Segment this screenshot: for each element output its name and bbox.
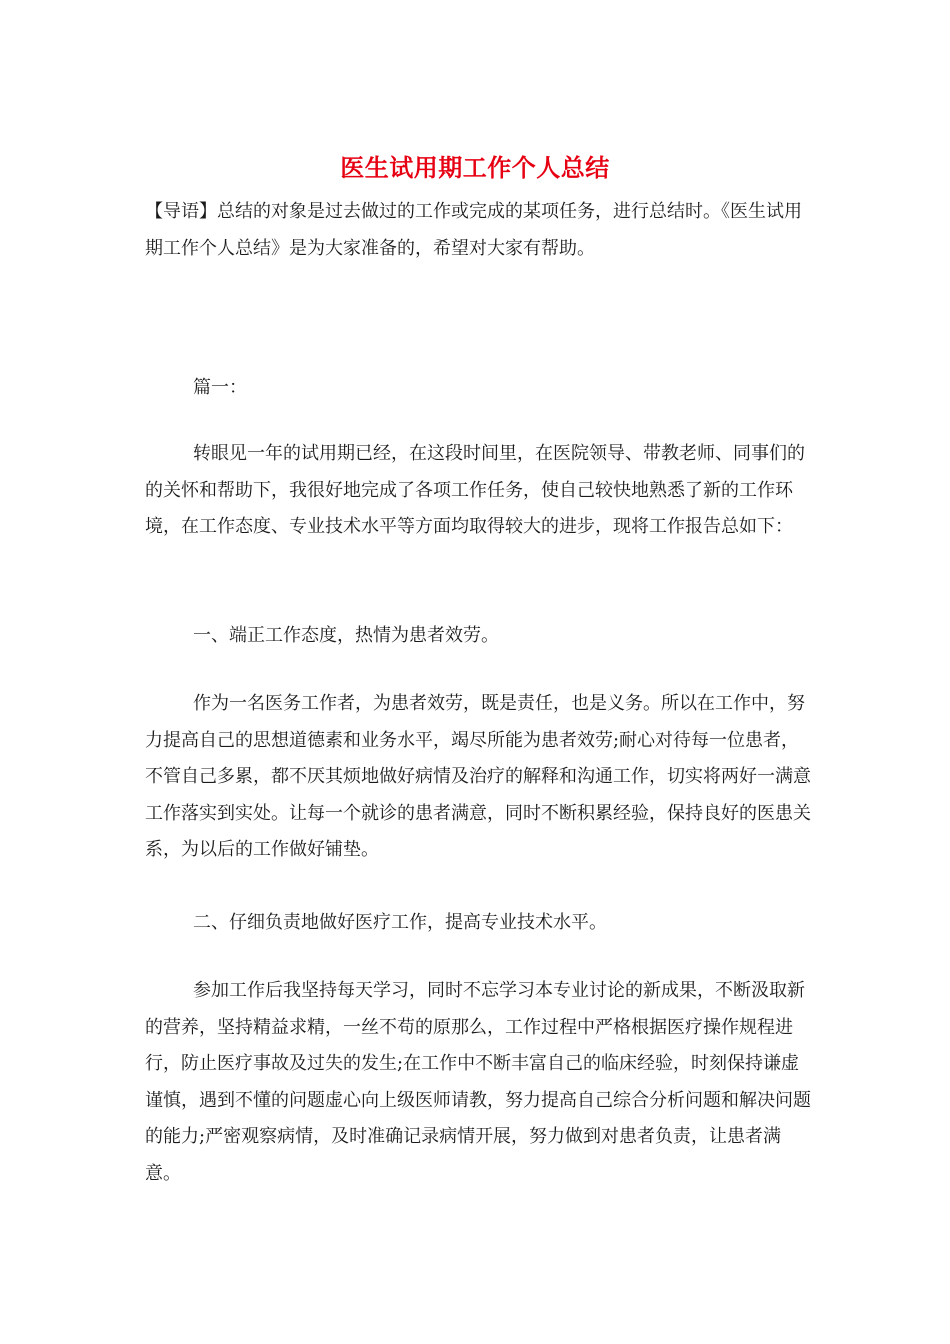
section-heading: 一、端正工作态度，热情为患者效劳。 (193, 625, 499, 646)
document-title: 医生试用期工作个人总结 (340, 153, 610, 182)
body-paragraph: 作为一名医务工作者，为患者效劳，既是责任，也是义务。所以在工作中，努力提高自己的思想道德素和业务水平，竭尽所能为患者效劳;耐心对待每一位患者，不管自己多累，都不厌其烦地做好病情及治疗的解释和沟通工作，切实将两好一满意工作落实到实处。让每一个就诊的患者满意，同时不断积累经验，保持良好的医患关系，为以后的工作做好铺垫。 (145, 693, 811, 860)
body-paragraph: 转眼见一年的试用期已经，在这段时间里，在医院领导、带教老师、同事们的的关怀和帮助下，我很好地完成了各项工作任务，使自己较快地熟悉了新的工作环境，在工作态度、专业技术水平等方面均取得较大的进步，现将工作报告总如下： (145, 443, 805, 537)
section-label: 篇一： (193, 377, 247, 398)
body-paragraph: 参加工作后我坚持每天学习，同时不忘学习本专业讨论的新成果，不断汲取新的营养，坚持精益求精，一丝不苟的原那么，工作过程中严格根据医疗操作规程进行，防止医疗事故及过失的发生;在工作中不断丰富自己的临床经验，时刻保持谦虚谨慎，遇到不懂的问题虚心向上级医师请教，努力提高自己综合分析问题和解决问题的能力;严密观察病情，及时准确记录病情开展，努力做到对患者负责，让患者满意。 (145, 980, 811, 1184)
intro-paragraph: 【导语】总结的对象是过去做过的工作或完成的某项任务，进行总结时。《医生试用期工作个人总结》是为大家准备的，希望对大家有帮助。 (145, 201, 802, 259)
section-heading: 二、仔细负责地做好医疗工作，提高专业技术水平。 (193, 912, 607, 933)
